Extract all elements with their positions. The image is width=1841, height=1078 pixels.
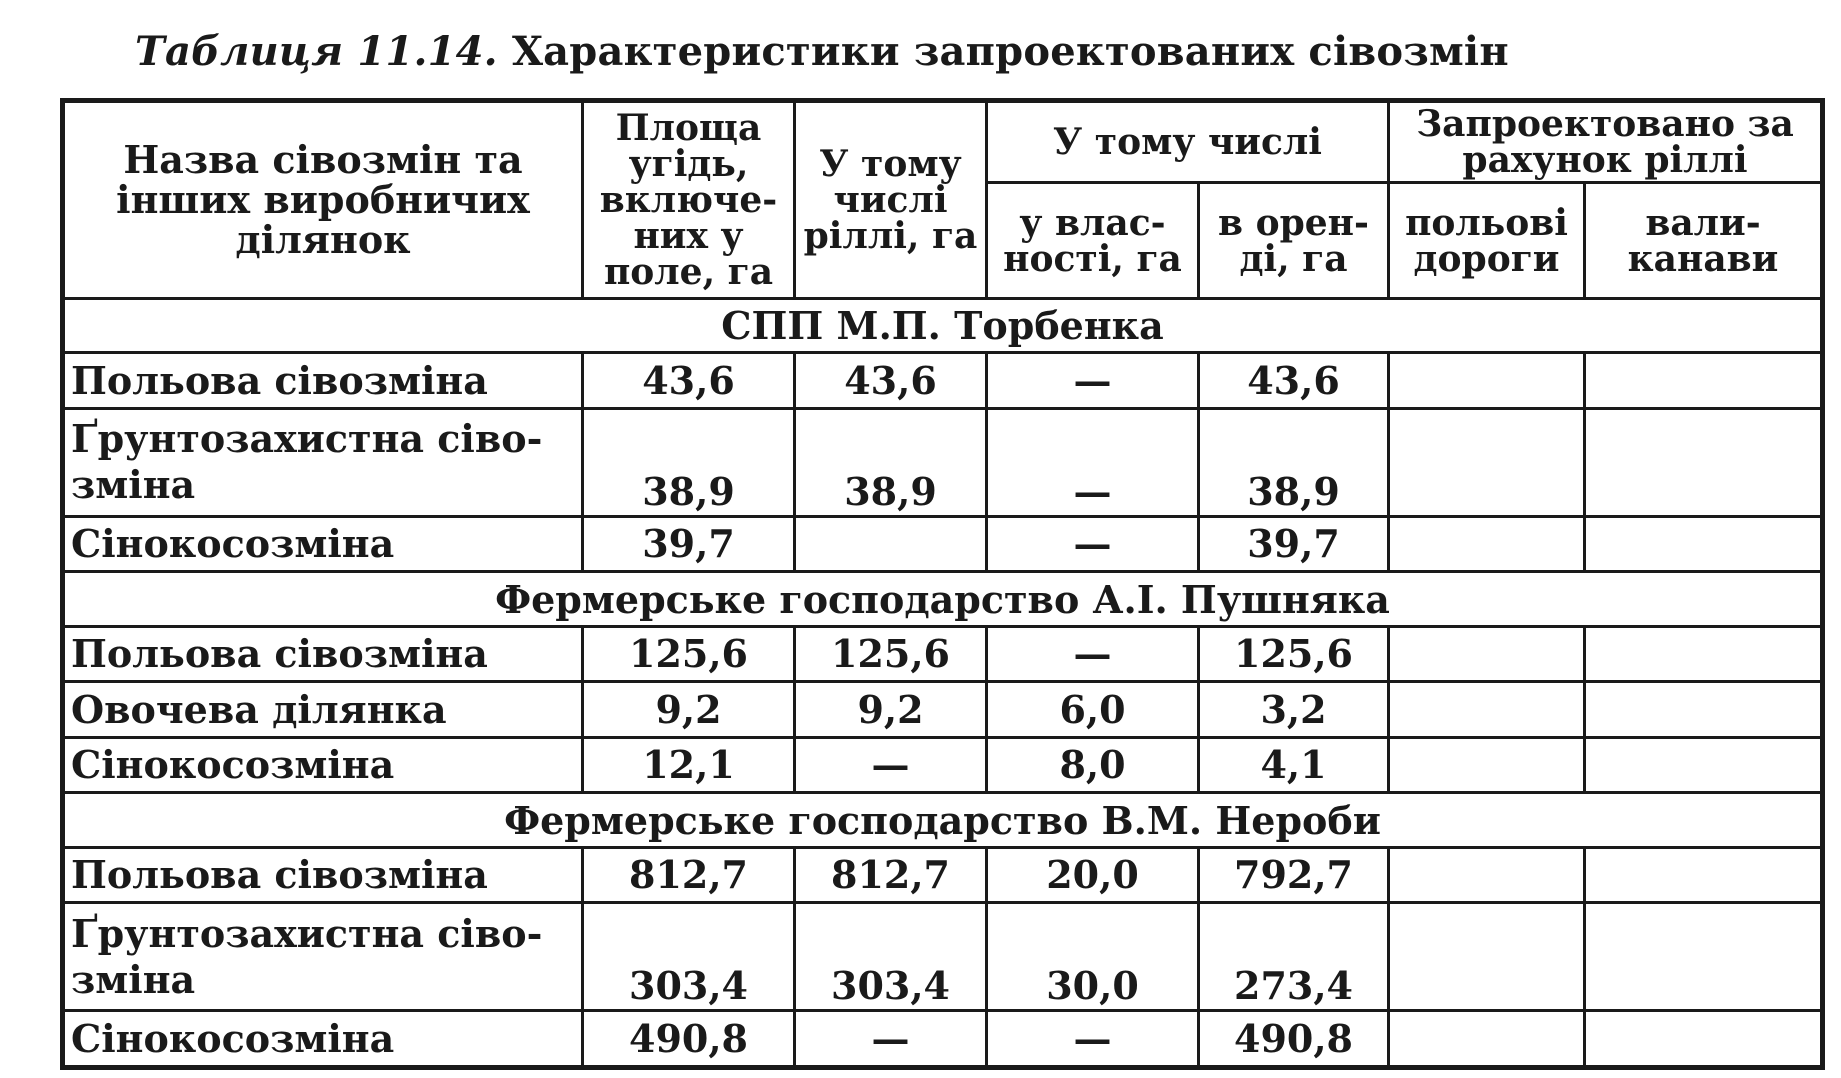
row-name-line: Польова сівозміна (71, 631, 488, 677)
cell-owned: 6,0 (987, 682, 1199, 738)
cell-ditches (1585, 626, 1823, 682)
cell-owned: 20,0 (987, 847, 1199, 903)
cell-ditches (1585, 409, 1823, 517)
header-ditches: вали-канави (1585, 183, 1823, 299)
table-row (63, 409, 1823, 517)
cell-ditches (1585, 737, 1823, 793)
row-name-line: зміна (71, 462, 196, 508)
header-roads: польові дороги (1389, 183, 1585, 299)
header-owned: у влас-ності, га (987, 183, 1199, 299)
table-row (63, 1011, 1823, 1068)
section-row (63, 793, 1823, 847)
table-caption (135, 28, 1509, 75)
cell-area: 303,4 (583, 903, 795, 1011)
row-name (63, 353, 583, 409)
cell-area: 9,2 (583, 682, 795, 738)
header-leased: в орен-ді, га (1199, 183, 1389, 299)
row-name (63, 903, 583, 1011)
cell-arable (795, 516, 987, 572)
section-title: СПП М.П. Торбенка (63, 299, 1823, 353)
header-projected-group: Запроектовано за рахунок ріллі (1389, 101, 1823, 183)
row-name (63, 847, 583, 903)
cell-ditches (1585, 682, 1823, 738)
cell-leased: 273,4 (1199, 903, 1389, 1011)
cell-arable: 125,6 (795, 626, 987, 682)
section-title: Фермерське господарство В.М. Нероби (63, 793, 1823, 847)
table-row (63, 903, 1823, 1011)
section-row (63, 572, 1823, 626)
cell-leased: 3,2 (1199, 682, 1389, 738)
cell-owned: — (987, 516, 1199, 572)
header-arable: У тому числі ріллі, га (795, 101, 987, 299)
cell-arable: 812,7 (795, 847, 987, 903)
cell-ditches (1585, 903, 1823, 1011)
cell-area: 39,7 (583, 516, 795, 572)
cell-roads (1389, 516, 1585, 572)
cell-owned: — (987, 409, 1199, 517)
cell-arable: 303,4 (795, 903, 987, 1011)
table-body (63, 299, 1823, 1068)
table-row (63, 353, 1823, 409)
row-name (63, 409, 583, 517)
section-title: Фермерське господарство А.І. Пушняка (63, 572, 1823, 626)
cell-arable: — (795, 737, 987, 793)
cell-leased: 792,7 (1199, 847, 1389, 903)
cell-ditches (1585, 1011, 1823, 1068)
cell-area: 490,8 (583, 1011, 795, 1068)
row-name-line: Сінокосозміна (71, 521, 395, 567)
row-name-line: Польова сівозміна (71, 357, 488, 403)
table-row (63, 847, 1823, 903)
row-name-line: Сінокосозміна (71, 1015, 395, 1061)
table-row (63, 516, 1823, 572)
cell-roads (1389, 409, 1585, 517)
cell-ditches (1585, 847, 1823, 903)
section-row (63, 299, 1823, 353)
cell-roads (1389, 626, 1585, 682)
header-name: Назва сівозмін та інших виробничих ділянок (63, 101, 583, 299)
row-name-line: Сінокосозміна (71, 742, 395, 788)
cell-ditches (1585, 516, 1823, 572)
cell-roads (1389, 737, 1585, 793)
cell-roads (1389, 353, 1585, 409)
cell-leased: 43,6 (1199, 353, 1389, 409)
cell-owned: — (987, 626, 1199, 682)
caption-title: Характеристики запроектованих сівозмін (497, 28, 1509, 75)
cell-leased: 125,6 (1199, 626, 1389, 682)
row-name-line: Ґрунтозахистна сіво- (71, 910, 543, 956)
table-row (63, 737, 1823, 793)
cell-area: 12,1 (583, 737, 795, 793)
header-incl-group: У тому числі (987, 101, 1389, 183)
cell-owned: 30,0 (987, 903, 1199, 1011)
cell-roads (1389, 903, 1585, 1011)
cell-owned: — (987, 353, 1199, 409)
row-name (63, 1011, 583, 1068)
row-name-line: Овочева ділянка (71, 686, 447, 732)
row-name (63, 516, 583, 572)
cell-roads (1389, 682, 1585, 738)
cell-area: 38,9 (583, 409, 795, 517)
cell-arable: 9,2 (795, 682, 987, 738)
row-name-line: Ґрунтозахистна сіво- (71, 416, 543, 462)
cell-arable: 43,6 (795, 353, 987, 409)
cell-owned: — (987, 1011, 1199, 1068)
caption-label: Таблиця 11.14. (135, 28, 498, 75)
row-name-line: Польова сівозміна (71, 852, 488, 898)
table-row (63, 682, 1823, 738)
cell-roads (1389, 847, 1585, 903)
cell-leased: 39,7 (1199, 516, 1389, 572)
header-area: Площа угідь, включе-них у поле, га (583, 101, 795, 299)
table-row (63, 626, 1823, 682)
row-name-line: зміна (71, 956, 196, 1002)
cell-ditches (1585, 353, 1823, 409)
cell-leased: 490,8 (1199, 1011, 1389, 1068)
cell-area: 43,6 (583, 353, 795, 409)
table-header (63, 101, 1823, 299)
cell-leased: 38,9 (1199, 409, 1389, 517)
cell-leased: 4,1 (1199, 737, 1389, 793)
rotation-table (60, 98, 1825, 1070)
row-name (63, 682, 583, 738)
row-name (63, 737, 583, 793)
row-name (63, 626, 583, 682)
cell-arable: — (795, 1011, 987, 1068)
cell-area: 812,7 (583, 847, 795, 903)
cell-roads (1389, 1011, 1585, 1068)
cell-owned: 8,0 (987, 737, 1199, 793)
cell-area: 125,6 (583, 626, 795, 682)
cell-arable: 38,9 (795, 409, 987, 517)
